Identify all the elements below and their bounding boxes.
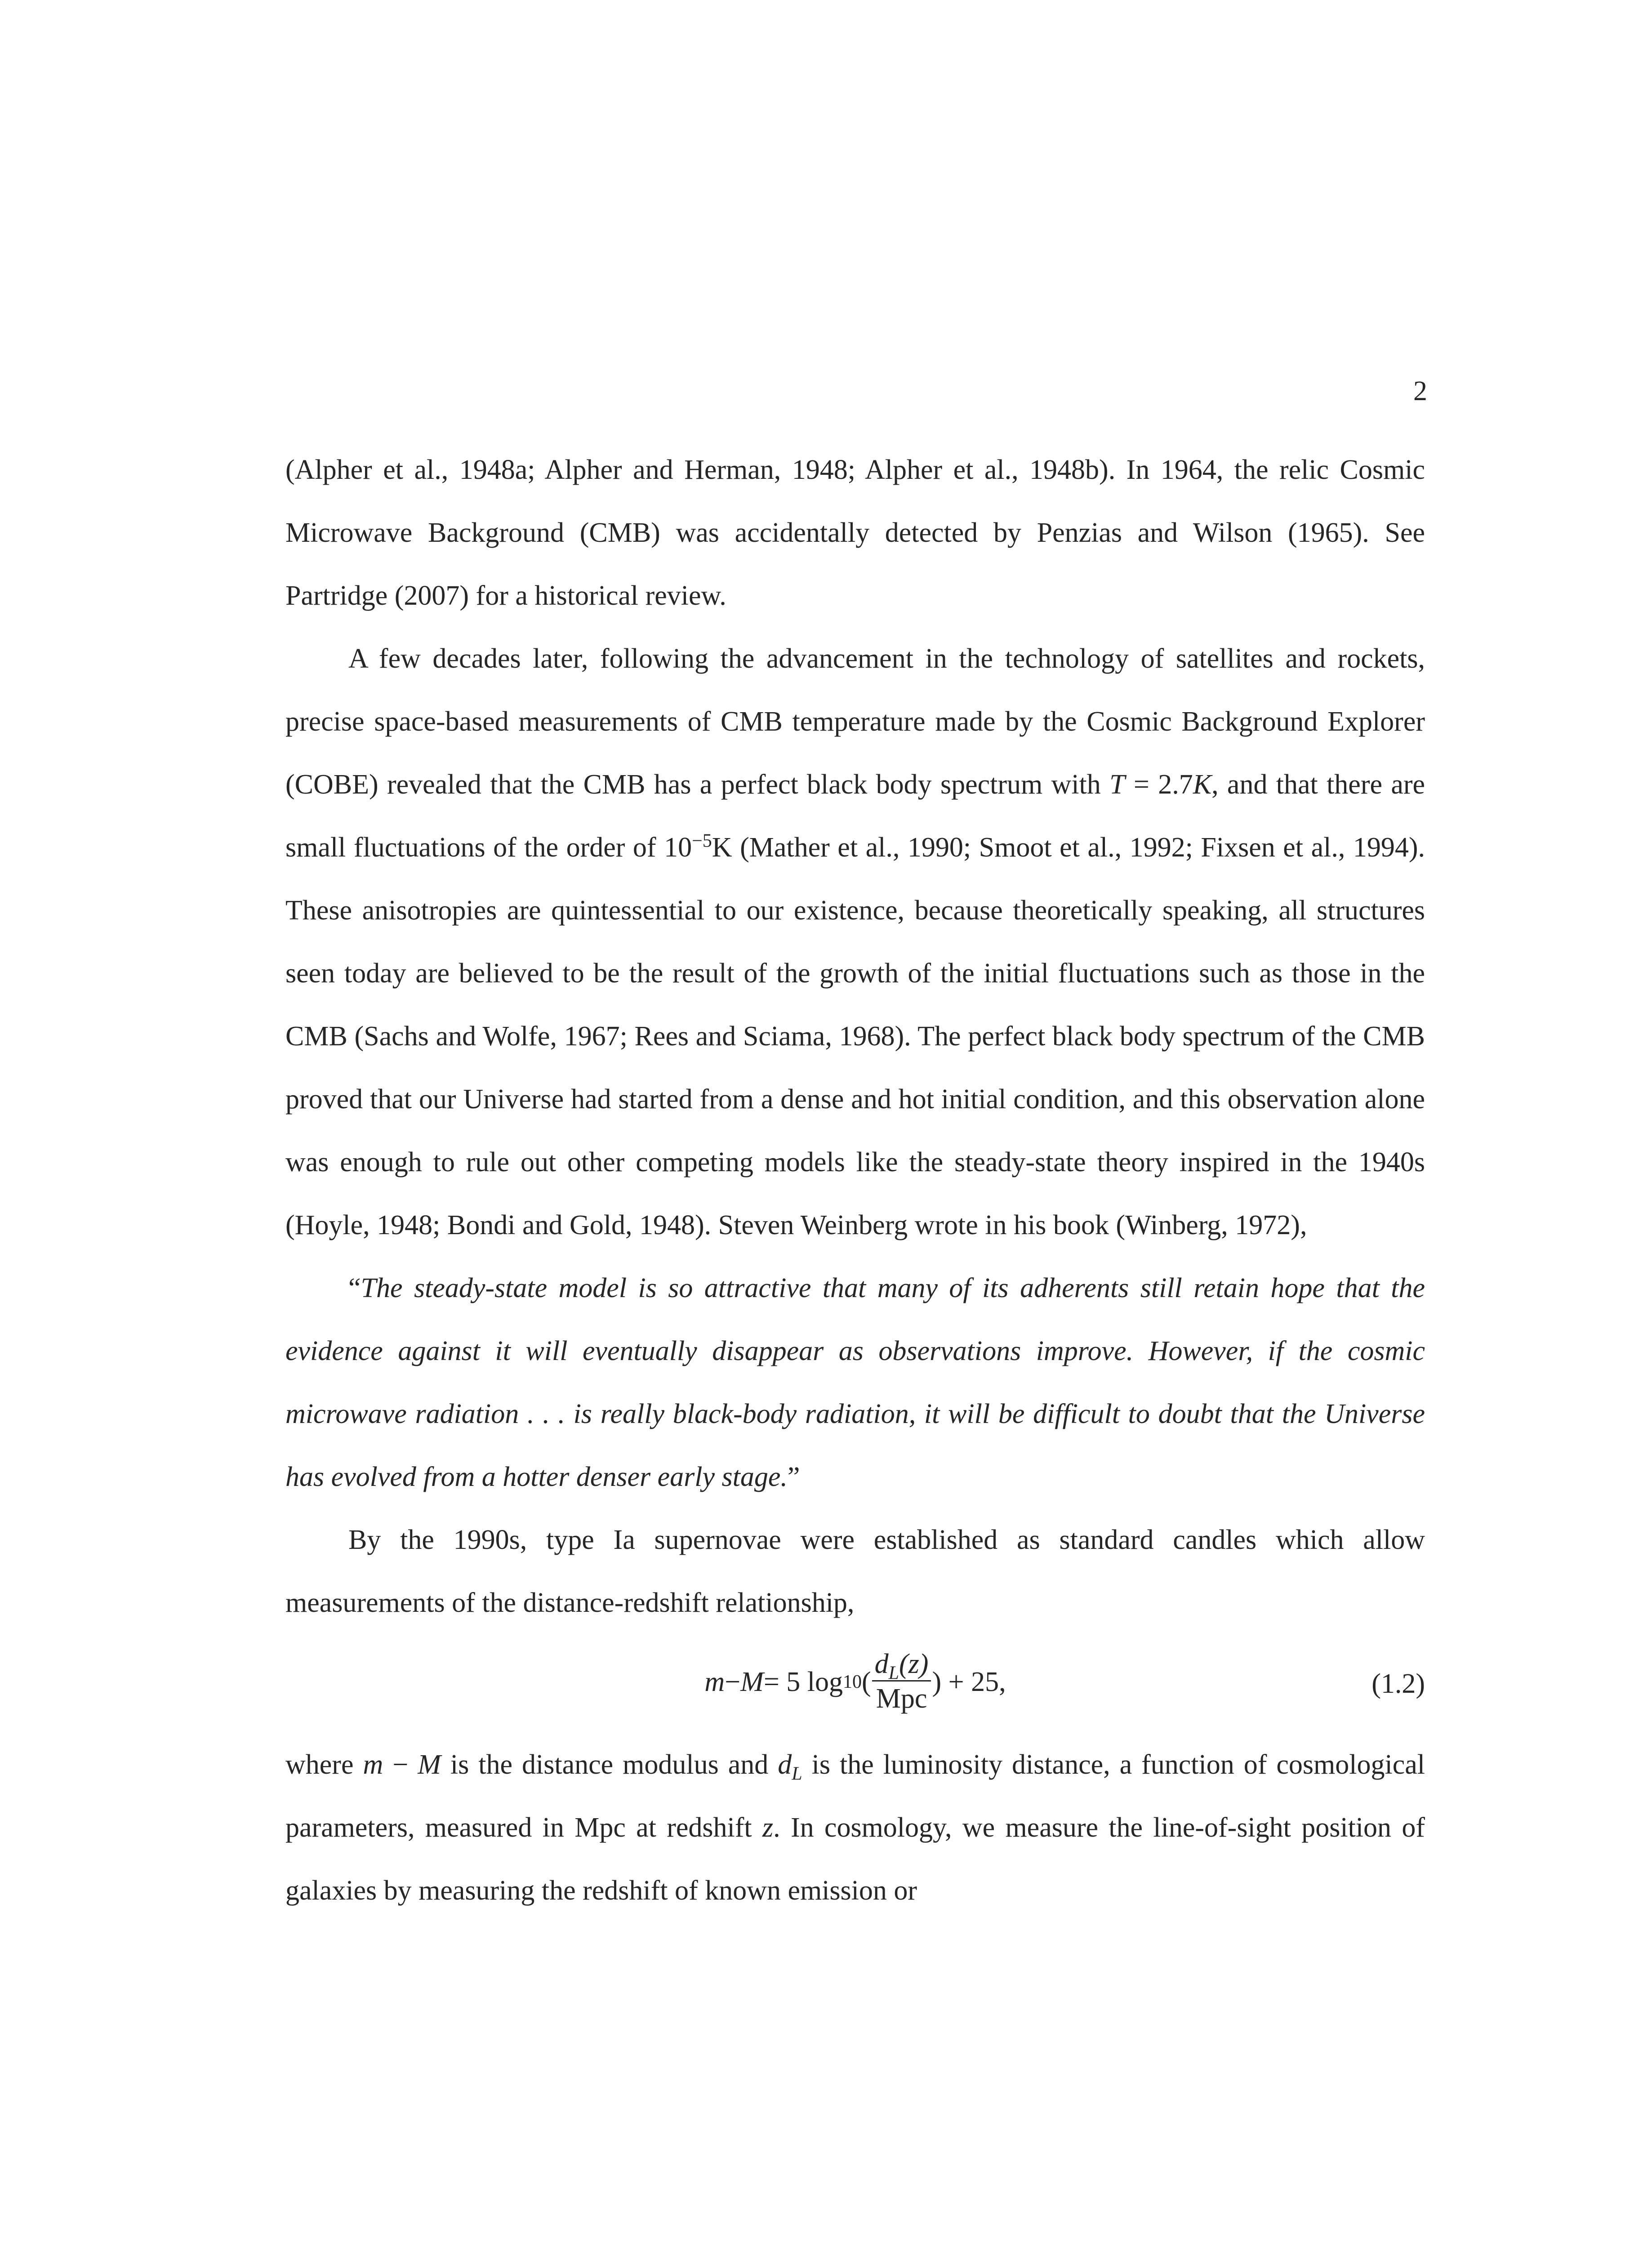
eq-M: M	[740, 1666, 764, 1697]
p2-equals: = 2.7	[1125, 769, 1193, 800]
equation-content: m − M = 5 log 10 ( $\frac{d_L(z)}{\text{Mpc}}$ ) + 25,	[704, 1648, 1006, 1716]
p5-text-d: . In cosmology, we measure the line-of-sight position of galaxies by measuring the redshift of known emission or	[285, 1812, 1425, 1906]
weinberg-quote	[285, 1257, 1425, 1508]
eq-num-d: d	[874, 1649, 889, 1679]
p5-text-c: is the luminosity distance, a function of cosmological parameters, measured in Mpc at redshift	[285, 1749, 1425, 1843]
p5-minus: −	[383, 1749, 418, 1780]
equation-body	[285, 1648, 1425, 1716]
p2-text-b: , and that there are small fluctuations of the order of 10	[285, 769, 1425, 863]
quote-close-mark: ”	[787, 1462, 800, 1492]
p5-text-b: is the distance modulus and	[441, 1749, 778, 1780]
body-text	[285, 438, 1425, 1922]
paragraph-2	[285, 627, 1425, 1257]
p5-d-sub: L	[792, 1763, 802, 1784]
eq-frac-denominator: Mpc	[876, 1683, 927, 1714]
p2-text-c: K (Mather et al., 1990; Smoot et al., 1992; Fixsen et al., 1994). These anisotropies are quintessential to our existence, because theoretically speaking, all structures seen today are believed to be the result of the growth of the initial fluctuations such as those in the CMB (Sachs and Wolfe, 1967; Rees and Sciama, 1968). The perfect black body spectrum of the CMB proved that our Universe had started from a dense and hot initial condition, and this observation alone was enough to rule out other competing models like the steady-state theory inspired in the 1940s (Hoyle, 1948; Bondi and Gold, 1948). Steven Weinberg wrote in his book (Winberg, 1972),	[285, 832, 1425, 1240]
p2-text-a: A few decades later, following the advancement in the technology of satellites and rockets, precise space-based measurements of CMB temperature made by the Cosmic Background Explorer (COBE) revealed that the CMB has a perfect black body spectrum with	[285, 643, 1425, 800]
p5-text-a: where	[285, 1749, 363, 1780]
eq-equals-log: = 5 log	[763, 1666, 843, 1697]
eq-fraction	[872, 1648, 931, 1716]
equation-number: (1.2)	[1371, 1668, 1425, 1699]
page-number: 2	[1413, 376, 1427, 406]
p5-M: M	[418, 1749, 441, 1780]
eq-num-rest: (z)	[899, 1649, 929, 1679]
paragraph-5	[285, 1733, 1425, 1922]
eq-frac-numerator	[872, 1648, 931, 1682]
p2-symbol-k: K	[1193, 769, 1212, 800]
p2-exponent: −5	[692, 830, 712, 852]
p5-z: z	[762, 1812, 774, 1843]
paragraph-1: (Alpher et al., 1948a; Alpher and Herman, 1948; Alpher et al., 1948b). In 1964, the relic Cosmic Microwave Background (CMB) was accidentally detected by Penzias and Wilson (1965). See Partridge (2007) for a historical review.	[285, 455, 1425, 611]
eq-num-sub: L	[888, 1663, 899, 1684]
quote-text: The steady-state model is so attractive that many of its adherents still retain hope that the evidence against it will eventually disappear as observations improve. However, if the cosmic microwave radiation . . . is really black-body radiation, it will be difficult to doubt that the Universe has evolved from a hotter denser early stage.	[285, 1273, 1425, 1492]
eq-m: m	[704, 1666, 725, 1697]
p5-d: d	[778, 1749, 792, 1780]
paragraph-4: By the 1990s, type Ia supernovae were established as standard candles which allow measurements of the distance-redshift relationship,	[285, 1525, 1425, 1618]
p5-m: m	[363, 1749, 383, 1780]
equation-1-2	[285, 1634, 1425, 1733]
eq-open-paren: (	[862, 1666, 871, 1697]
eq-close-rest: ) + 25,	[932, 1666, 1006, 1697]
quote-open-mark: “	[348, 1273, 361, 1303]
p2-symbol-t: T	[1109, 769, 1125, 800]
eq-minus: −	[725, 1666, 741, 1697]
